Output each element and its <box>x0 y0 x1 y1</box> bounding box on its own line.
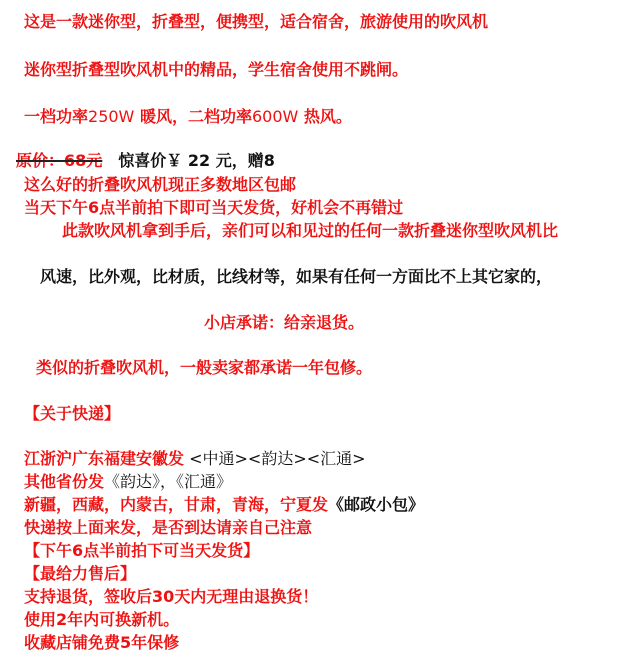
shipping-row-2 <box>24 472 232 492</box>
promise-line: 小店承诺：给亲退货。 <box>204 313 365 332</box>
shipping-couriers-1: <中通><韵达><汇通> <box>184 449 366 468</box>
after-sales-heading: 【最给力售后】 <box>24 564 137 583</box>
power-value-2: 600W <box>251 107 299 126</box>
shipping-note: 快递按上面来发，是否到达请亲自己注意 <box>24 518 313 537</box>
promo-price: 惊喜价￥ 22 元，赠8 <box>118 151 275 170</box>
shipping-row-1 <box>24 449 366 469</box>
shipping-row-3 <box>24 495 424 515</box>
after-sales-item-3: 收藏店铺免费5年保修 <box>24 633 180 652</box>
same-day-note: 【下午6点半前拍下可当天发货】 <box>24 541 260 560</box>
shipping-region-1: 江浙沪广东福建安徽发 <box>24 449 185 468</box>
promo-line-2: 当天下午6点半前拍下即可当天发货，好机会不再错过 <box>24 198 404 217</box>
shipping-region-3: 新疆，西藏，内蒙古，甘肃，青海，宁夏发 <box>24 495 329 514</box>
shipping-couriers-2: 《韵达》，《汇通》 <box>104 472 233 491</box>
power-label-2: 暖风，二档功率 <box>134 107 252 126</box>
original-price: 原价：68元 <box>16 151 103 170</box>
shipping-heading: 【关于快递】 <box>24 404 121 423</box>
promo-line-1: 这么好的折叠吹风机现正多数地区包邮 <box>24 175 297 194</box>
promo-line-3: 此款吹风机拿到手后，亲们可以和见过的任何一款折叠迷你型吹风机比 <box>62 221 559 240</box>
power-label-3: 热风。 <box>298 107 352 126</box>
warranty-line: 类似的折叠吹风机，一般卖家都承诺一年包修。 <box>36 358 373 377</box>
after-sales-item-2: 使用2年内可换新机。 <box>24 610 180 629</box>
price-line <box>16 151 275 171</box>
shipping-region-2: 其他省份发 <box>24 472 105 491</box>
intro-line-1: 这是一款迷你型，折叠型，便携型，适合宿舍，旅游使用的吹风机 <box>24 12 489 31</box>
after-sales-item-1: 支持退货，签收后30天内无理由退换货！ <box>24 587 319 606</box>
power-line <box>24 107 352 127</box>
shipping-couriers-3: 《邮政小包》 <box>328 495 425 514</box>
intro-line-2: 迷你型折叠型吹风机中的精品，学生宿舍使用不跳闸。 <box>24 60 409 79</box>
power-value-1: 250W <box>88 107 135 126</box>
power-label-1: 一档功率 <box>24 107 89 126</box>
compare-line: 风速，比外观，比材质，比线材等，如果有任何一方面比不上其它家的， <box>40 267 553 286</box>
